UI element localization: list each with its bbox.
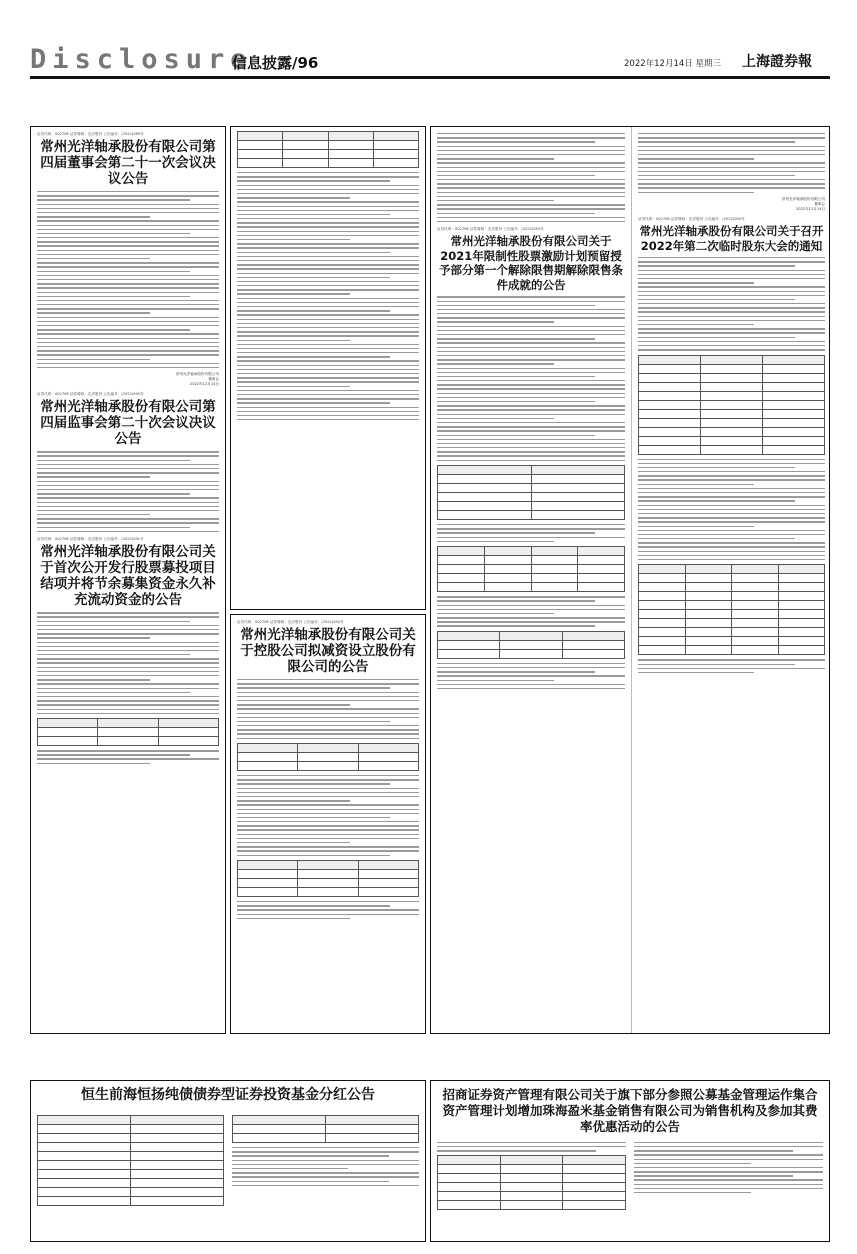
financial-table (237, 131, 419, 168)
funds-table (37, 718, 219, 746)
section-title: 信息披露/96 (232, 54, 319, 72)
notice-body (237, 901, 419, 919)
issue-date: 2022年12月14日 星期三 (624, 59, 721, 69)
notice-body (638, 257, 825, 351)
proxy-table (638, 564, 825, 655)
bond-fund-frame (30, 1080, 426, 1242)
notice-code: 证券代码：002708 证券简称：光洋股份 公告编号：(2022)090号 (37, 392, 144, 397)
notice-body (37, 750, 219, 764)
notice-body (237, 172, 419, 420)
notice-body (638, 659, 825, 673)
notice-title-cmb-securities: 招商证券资产管理有限公司关于旗下部分参照公募基金管理运作集合资产管理计划增加珠海盈米基金销售有限公司为销售机构及参加其费率优惠活动的公告 (442, 1087, 818, 1134)
notice-title-bond-fund: 恒生前海恒扬纯债债券型证券投资基金分红公告 (81, 1087, 375, 1103)
notice-body (437, 524, 625, 542)
notice-body (37, 1115, 419, 1235)
notice-title-shareholder-meeting: 常州光洋轴承股份有限公司关于召开2022年第二次临时股东大会的通知 (639, 224, 824, 253)
mid-lower-frame (230, 614, 426, 1034)
notice-title-supervisory-meeting: 常州光洋轴承股份有限公司第四届监事会第二十次会议决议公告 (40, 399, 216, 448)
notice-body (437, 296, 625, 461)
notice-code: 证券代码：002708 证券简称：光洋股份 公告编号：(2022)092号 (237, 620, 344, 624)
notice-body (37, 612, 219, 714)
assets-table (237, 860, 419, 897)
unlock-conditions-table (437, 465, 625, 520)
notice-code: 证券代码：002708 证券简称：光洋股份 公告编号：(2022)089号 (37, 132, 144, 136)
notice-code: 证券代码：002708 证券简称：光洋股份 公告编号：(2022)091号 (37, 537, 144, 542)
right-notices-frame (430, 126, 830, 1034)
shareholding-table (237, 743, 419, 771)
notice-body (237, 679, 419, 739)
notice-title-board-meeting: 常州光洋轴承股份有限公司第四届董事会第二十一次会议决议公告 (40, 139, 216, 187)
notice-body (37, 451, 219, 532)
notice-body (437, 663, 625, 690)
fund-info-table (37, 1115, 224, 1206)
notice-title-incentive-plan: 常州光洋轴承股份有限公司关于2021年限制性股票激励计划预留授予部分第一个解除限售期解除限售条件成就的公告 (439, 234, 623, 292)
grantee-table (437, 546, 625, 592)
left-notices-frame (30, 126, 226, 1034)
notice-code: 证券代码：002708 证券简称：光洋股份 公告编号：(2022)094号 (638, 217, 745, 222)
notice-body (37, 191, 219, 368)
notice-body (237, 775, 419, 856)
capital-table (437, 631, 625, 659)
masthead (0, 0, 857, 84)
dividend-table (232, 1115, 419, 1143)
notice-body (638, 459, 825, 561)
right-col-a (431, 127, 631, 1033)
notice-title-subsidiary: 常州光洋轴承股份有限公司关于控股公司拟减资设立股份有限公司的公告 (240, 627, 416, 675)
proposals-table (638, 355, 825, 455)
newspaper-name: 上海證券報 (742, 54, 812, 70)
notice-code: 证券代码：002708 证券简称：光洋股份 公告编号：(2022)093号 (437, 227, 544, 232)
notice-body (638, 133, 825, 193)
notice-signature: 常州光洋轴承股份有限公司 董事会 2022年12月14日 (781, 197, 825, 212)
product-table (437, 1155, 626, 1210)
notice-body (437, 133, 625, 222)
cmb-securities-frame (430, 1080, 830, 1242)
right-col-b (631, 127, 830, 1033)
notice-body (437, 596, 625, 627)
notice-title-ipo-funds: 常州光洋轴承股份有限公司关于首次公开发行股票募投项目结项并将节余募集资金永久补充流动资金的公告 (40, 544, 216, 609)
notice-signature: 常州光洋轴承股份有限公司 董事会 2022年12月14日 (175, 372, 219, 387)
masthead-rule (30, 76, 830, 79)
notice-body (437, 1139, 823, 1235)
mid-upper-frame (230, 126, 426, 610)
section-word: Disclosure (30, 44, 253, 75)
